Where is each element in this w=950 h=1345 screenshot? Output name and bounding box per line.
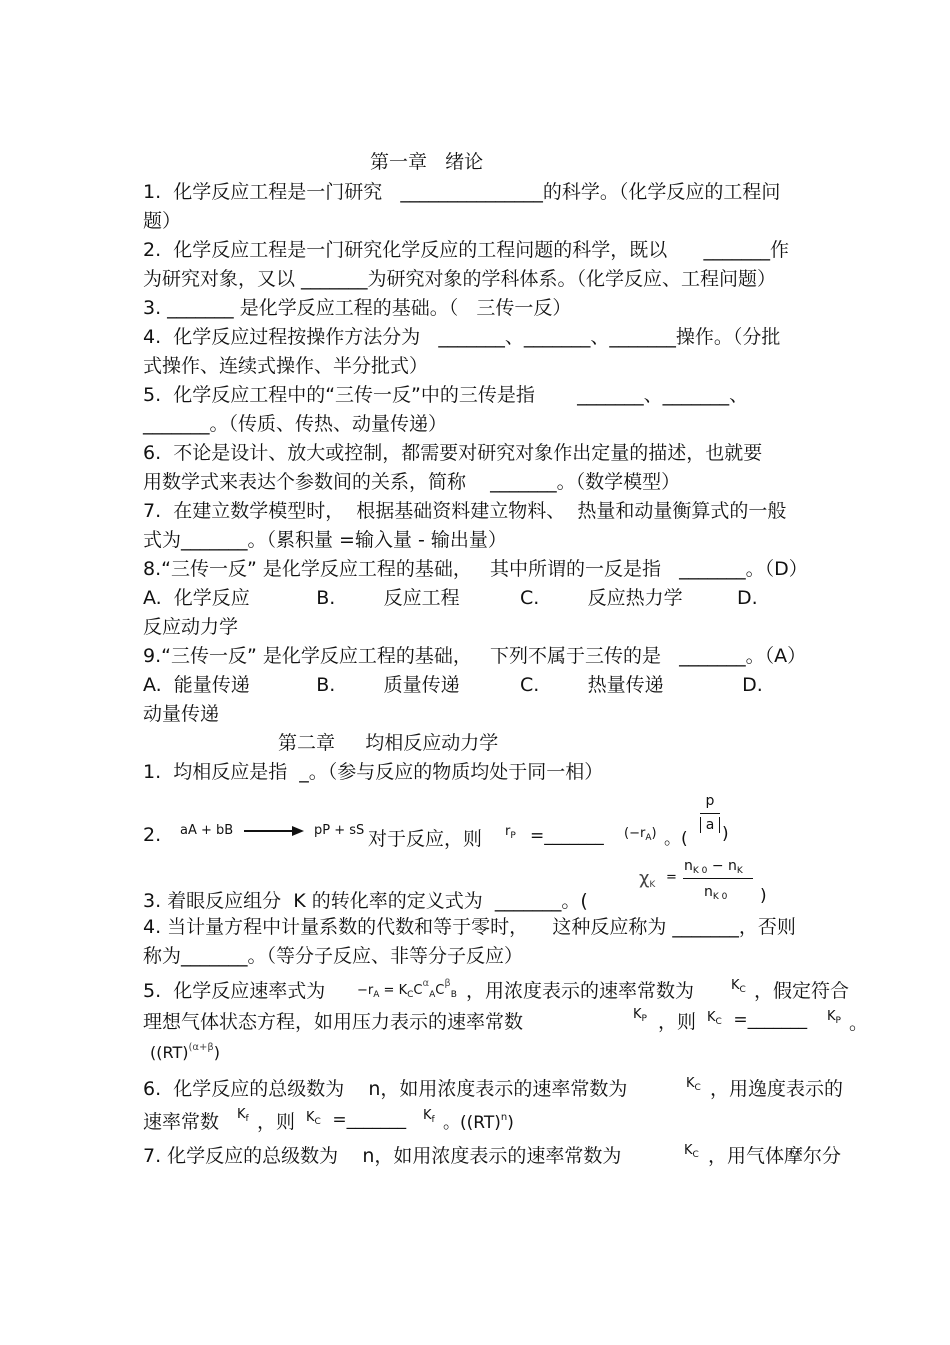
q6-line1-post: ，用逸度表示的 xyxy=(710,1078,844,1100)
q2-period: 。( xyxy=(664,829,688,849)
q2-frac-numerator: p xyxy=(705,793,715,809)
ch2-q1: 1. 均相反应是指 _。（参与反应的物质均处于同一相） xyxy=(143,761,604,783)
q5-line2-mid: ，则 xyxy=(658,1011,697,1033)
q3-numerator: $n_{K 0} - n_K$ xyxy=(684,858,743,876)
ch1-q1-line1: 1. 化学反应工程是一门研究 _______________的科学。（化学反应的工程问 xyxy=(143,181,781,203)
q5-kc: $K_C$ xyxy=(731,978,746,995)
ch2-q4-line1: 4. 当计量方程中计量系数的代数和等于零时， 这种反应称为 _______，否则 xyxy=(143,916,796,938)
ch1-q3: 3. _______ 是化学反应工程的基础。（ 三传一反） xyxy=(143,297,572,319)
ch1-q8-line1: 8.“三传一反” 是化学反应工程的基础， 其中所谓的一反是指 _______。（D） xyxy=(143,558,808,580)
ch1-q1-line2: 题） xyxy=(143,210,182,232)
ch1-q4-line1: 4. 化学反应过程按操作方法分为 _______、_______、_______操作。（分批 xyxy=(143,326,781,348)
q3-frac-bar xyxy=(683,878,753,879)
q5-line1-tail: ，假定符合 xyxy=(754,980,850,1002)
q5-line1-pre: 5. 化学反应速率式为 xyxy=(143,980,326,1002)
ch1-q4-line2: 式操作、连续式操作、半分批式） xyxy=(143,355,429,377)
q2-blank: =_______ xyxy=(530,826,604,846)
q2-reactants: aA + bB xyxy=(180,823,234,838)
ch1-q7-line2: 式为_______。（累积量 =输入量 - 输出量） xyxy=(143,529,507,551)
ch2-q4-line2: 称为_______。（等分子反应、非等分子反应） xyxy=(143,945,524,967)
reaction-arrow-icon xyxy=(244,824,304,838)
q6-blank: =_______ xyxy=(327,1110,407,1130)
q6-line1-pre: 6. 化学反应的总级数为 n，如用浓度表示的速率常数为 xyxy=(143,1078,628,1100)
q2-frac-denominator: a xyxy=(700,817,720,833)
ch1-q7-line1: 7. 在建立数学模型时， 根据基础资料建立物料、 热量和动量衡算式的一般 xyxy=(143,500,787,522)
q2-number: 2. xyxy=(143,824,162,846)
ch1-q9-line3: 动量传递 xyxy=(143,703,220,725)
q5-line1-post: ，用浓度表示的速率常数为 xyxy=(466,980,695,1002)
q6-line2-mid: ，则 xyxy=(257,1111,296,1133)
q6-kf2: $K_f$ xyxy=(423,1108,435,1125)
q7-line1-post: ，用气体摩尔分 xyxy=(708,1145,842,1167)
q6-line2-pre: 速率常数 xyxy=(143,1111,220,1133)
ch1-q6-line2: 用数学式来表达个参数间的关系，简称 _______。（数学模型） xyxy=(143,471,681,493)
ch1-q9-options: A. 能量传递 B. 质量传递 C. 热量传递 D. xyxy=(143,674,763,696)
ch1-q8-line3: 反应动力学 xyxy=(143,616,239,638)
ch1-q9-line1: 9.“三传一反” 是化学反应工程的基础， 下列不属于三传的是 _______。（A） xyxy=(143,645,807,667)
q5-line2-end: 。 xyxy=(849,1012,869,1034)
q3-end: ) xyxy=(760,886,767,906)
q2-frac-bar xyxy=(700,813,720,814)
q2-text: 对于反应，则 xyxy=(368,828,483,850)
q5-answer: ((RT)$^{(\alpha+\beta}$) xyxy=(150,1042,220,1062)
ch1-q5-line1: 5. 化学反应工程中的“三传一反”中的三传是指 _______、_______、 xyxy=(143,384,749,406)
q5-kp: $K_P$ xyxy=(633,1007,647,1024)
q6-answer: 。((RT)$^n$) xyxy=(443,1112,514,1133)
q3-text: 3. 着眼反应组分 K 的转化率的定义式为 _______。( xyxy=(143,890,588,912)
chapter2-title: 第二章 均相反应动力学 xyxy=(278,732,499,754)
q3-chi: $\chi_K$ xyxy=(639,868,656,890)
q6-kc: $K_C$ xyxy=(686,1076,701,1093)
q2-end: ) xyxy=(722,824,729,844)
q3-denominator: $n_{K 0}$ xyxy=(704,884,728,902)
q2-products: pP + sS xyxy=(314,823,365,838)
ch1-q8-options: A. 化学反应 B. 反应工程 C. 反应热力学 D. xyxy=(143,587,758,609)
chapter1-title: 第一章 绪论 xyxy=(370,151,484,173)
q3-eq: = xyxy=(666,870,677,885)
q5-kc2: $K_C$ xyxy=(707,1010,722,1027)
q7-kc: $K_C$ xyxy=(684,1143,699,1160)
ch1-q6-line1: 6. 不论是设计、放大或控制，都需要对研究对象作出定量的描述，也就要 xyxy=(143,442,763,464)
q5-kp2: $K_P$ xyxy=(827,1009,841,1026)
q2-rp: $r_P$ xyxy=(505,824,516,841)
q5-blank: =_______ xyxy=(728,1010,808,1030)
ch1-q5-line2: _______。（传质、传热、动量传递） xyxy=(143,413,448,435)
ch1-q2-line1: 2. 化学反应工程是一门研究化学反应的工程问题的科学，既以 _______作 xyxy=(143,239,789,261)
q7-line1-pre: 7. 化学反应的总级数为 n，如用浓度表示的速率常数为 xyxy=(143,1145,622,1167)
q5-line2-pre: 理想气体状态方程，如用压力表示的速率常数 xyxy=(143,1011,524,1033)
q2-ra: $(-r_A)$ xyxy=(624,826,657,843)
q6-kc2: $K_C$ xyxy=(306,1110,321,1127)
q6-kf: $K_f$ xyxy=(237,1107,249,1124)
ch1-q2-line2: 为研究对象，又以 _______为研究对象的学科体系。（化学反应、工程问题） xyxy=(143,268,777,290)
q5-rate-eq: $-r_A = K_CC^\alpha_AC^\beta_B$ xyxy=(357,978,457,1000)
